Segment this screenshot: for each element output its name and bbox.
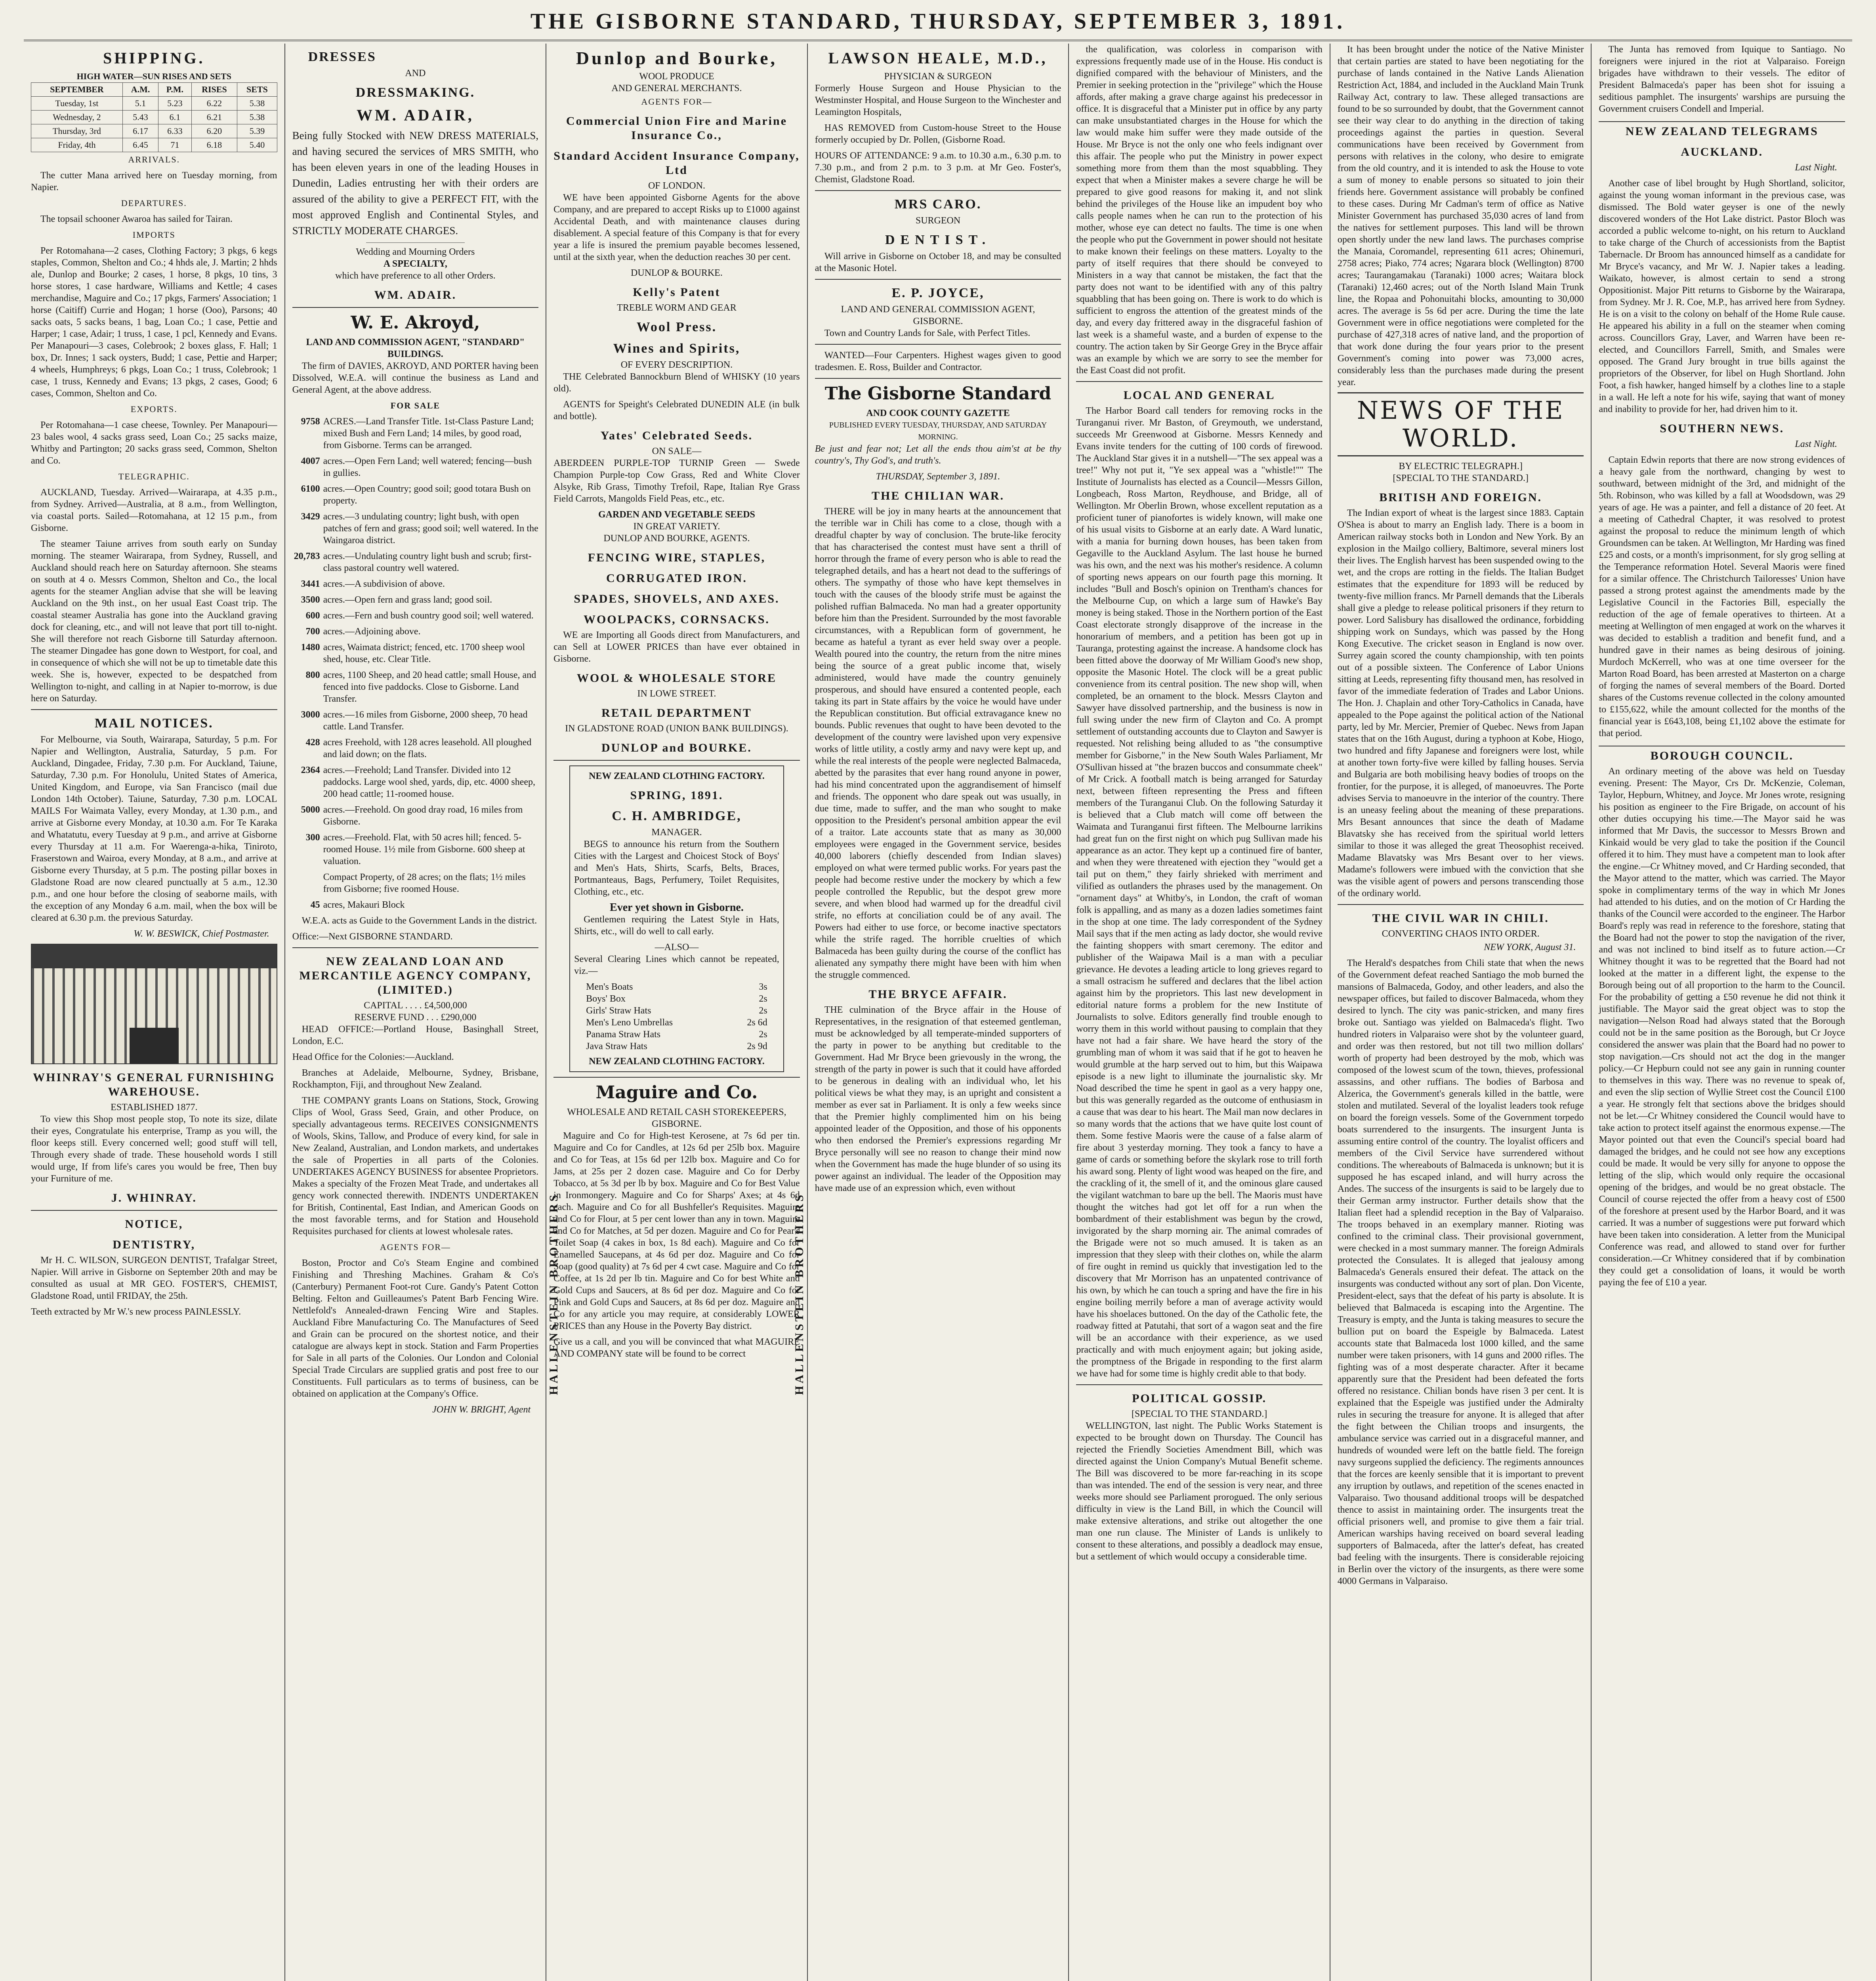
fencing-1: FENCING WIRE, STAPLES, bbox=[588, 551, 766, 564]
dunlop-agents-2: DUNLOP AND BOURKE, AGENTS. bbox=[603, 533, 750, 544]
land-lot bbox=[292, 832, 539, 867]
maguire-title: Maguire and Co. bbox=[595, 1082, 758, 1103]
lot-description: acres.—Open Country; good soil; good totara Bush on property. bbox=[323, 484, 531, 506]
lawson-title: LAWSON HEALE, M.D., bbox=[828, 49, 1048, 67]
civil-war-subtitle: CONVERTING CHAOS INTO ORDER. bbox=[1382, 929, 1540, 939]
dunlop-insurance-2: Standard Accident Insurance Company, Ltd bbox=[553, 149, 800, 177]
wines-subtitle: OF EVERY DESCRIPTION. bbox=[620, 360, 733, 370]
land-lot bbox=[292, 804, 539, 828]
local-general-text: The Harbor Board call tenders for removing rocks in the Turanganui river. Mr Baston, of Greymouth, we understand, succeeds Mr Greenwood at Gisborne. Messrs Kennedy and Evans invite tenders for the cutting of 100 cords of firewood. The Auckland Star gives it in a nutshell—"The sex appeal was a tree!" Why not put it, "Ye sex appeal was a "whistle!"" The Institute of Journalists has elected as a Council—Messrs Gillon, Longbeach, Ross Marton, Reydhouse, and Bridge, all of Wellington. Mr Oberlin Brown, whose excellent reputation as a proficient tuner of pianofortes is widely known, will make one of his usual visits to Gisborne at an early date. A Ward lunatic, with a mania for burning down houses, has been taken from Gegaville to the Auckland Asylum. The last house he burned was his own, and the next was his mother's residence. A column of sporting news appears on our fourth page this morning. It includes "Bull and Bosch's opinion on Trentham's chances for the Melbourne Cup, on which a large sum of Hawke's Bay money is being staked. Those in the Northern portion of the East Coast electorate strongly disapprove of the increase in the honorarium of members, and a petition has been got up in Tauranga, protesting against the increase. A handsome clock has been fitted above the doorway of Mr William Good's new shop, opposite the Masonic Hotel. The clock will be a great public convenience from its central position. The new shop will, when completed, be an ornament to the block. Messrs Clayton and Sawyer have dissolved partnership, and the business is now in full swing under the new firm of Clayton and Co. A prompt settlement of outstanding accounts due to Clayton and Sawyer is requested. Not relishing being alluded to as "the consumptive member for Gisborne," in the New South Wales Parliament, Mr O'Sullivan hissed at "the brazen buccos and consummate cheek" of Mr Crick. A football match is being arranged for Saturday next, between fifteen representing the Press and fifteen members of the Turanganui Club. On the following Saturday it is believed that a Club match will come off between the Waimata and Turanganui first fifteen. The Melbourne larrikins had great fun on the first night on which pug Sullivan made his appearance as an actor. They kept up a continued fire of banter, and when they were threatened with ejection they "would get a tail put on them," they fairly shrieked with merriment and vilified as outlanders the phrases used by the management. On "ornament days" at Whitby's, in London, the craft of woman folk is appalling, and as many as a dozen ladies sometimes faint in the shop at one time. The lady correspondent of the Sydney Mail says that if the men acting as lady doctor, she would revive the fainting shoppers with smart ceremony. The editor and publisher of the Waipawa Mail is a man with a peculiar grievance. He devotes a leading article to long grieves regard to a small ostracism he suffered and declares that the libel action against him by the proprietors. This last new development in editorial nature forms a problem for the new Institute of Journalists to solve. Editors generally find trouble enough to worry them in this world without pausing to complain that they have not had a fair share. We have heard the story of the grumbling man of whom it was said that if he got to heaven he would grumble at the harp served out to him, but this Waipawa episode is a new light to illuminate the journalistic sky. Mr Noad described the time he spent in gaol as a very happy one, but this was generally regarded as the outcome of enthusiasm in a cause that was dear to his heart. The Mail man now declares in so many words that the actions that we have quite lost count of them. Some festive Maoris were the cause of a false alarm of fire about 3 yesterday morning. They took a fancy to have a game of cards or something before the skylark rose to trill forth his award song. Plenty of light wood was heaped on the fire, and the crackling of it, the smell of it, and the ominous glare caused the vigilant watchman to bare up the bell. The Maoris must have thought the witches had got let off for a run when the bombardment of their establishment was begun by the crowd, invigorated by the sharp morning air. The animal comrades of the Brigade were not so much amused. It is taken as an impression that they sleep with their clothes on, while the alarm of fire ought in remind us quickly that investigation led to the discovery that Mr Morrison has an unpatented contrivance of his own, by which he can touch a spring and have the fire in his engine boiling merrily before a man of average activity would have his shoelaces buttoned. On the day of the Catholic fete, the roadway fitted at Patutahi, that sort of a wagon seat and the fire will be an accordance with their experience, as we used practically and with much enjoyment again; but joking aside, the promptness of the Brigade in responding to the first alarm we have had for some time is highly credit able to that body. bbox=[1076, 406, 1323, 1379]
lot-acres: 2364 bbox=[301, 765, 320, 775]
tide-header: SETS bbox=[237, 83, 277, 97]
loan-text: THE COMPANY grants Loans on Stations, Stock, Growing Clips of Wool, Grass Seed, Grain, and other Produce, on specially advantageous terms. RECEIVES CONSIGNMENTS of Wools, Skins, Tallow, and Produce of every kind, for sale in New Zealand, Australian, and London markets, and undertakes the sale of Properties in all parts of the Colonies. UNDERTAKES AGENCY BUSINESS for absentee Proprietors. Makes a specialty of the Frozen Meat Trade, and undertakes all gency work connected therewith. INDENTS UNDERTAKEN for British, Continental, East Indian, and American Goods on the most favorable terms, and for Station and Household Requisites purchased for clients at lowest wholesale rates. bbox=[292, 1095, 539, 1237]
land-lot bbox=[292, 641, 539, 665]
akroyd-office: Office:—Next GISBORNE STANDARD. bbox=[292, 931, 453, 942]
lot-acres: 600 bbox=[305, 611, 320, 621]
lot-description: acres.—Open fern and grass land; good soil. bbox=[323, 595, 492, 605]
fencing-4: WOOLPACKS, CORNSACKS. bbox=[583, 613, 770, 626]
column-2 bbox=[285, 44, 547, 1981]
price-value: 2s bbox=[759, 1029, 767, 1040]
land-lot bbox=[292, 764, 539, 800]
warehouse-illustration bbox=[31, 944, 277, 1064]
lot-acres: 428 bbox=[305, 737, 320, 748]
land-lot bbox=[292, 594, 539, 606]
akroyd-guide: W.E.A. acts as Guide to the Government Lands in the district. bbox=[302, 916, 537, 926]
imports-title: IMPORTS bbox=[132, 230, 176, 240]
arrivals-text: The cutter Mana arrived here on Tuesday morning, from Napier. bbox=[31, 170, 277, 193]
adair-signature: WM. ADAIR. bbox=[374, 288, 457, 302]
column-3 bbox=[546, 44, 808, 1981]
tide-cell: Thursday, 3rd bbox=[31, 124, 123, 138]
lot-description: acres.—3 undulating country; light bush, with open patches of fern and grass; good soil; well watered. In the Waingaroa district. bbox=[323, 511, 538, 546]
ambridge-role: MANAGER. bbox=[651, 827, 702, 838]
caro-dentist: DENTIST. bbox=[885, 233, 991, 247]
standard-subtitle: AND COOK COUNTY GAZETTE bbox=[866, 408, 1010, 418]
price-row bbox=[574, 1005, 779, 1017]
yates-on-sale: ON SALE— bbox=[652, 446, 702, 456]
tide-header: RISES bbox=[191, 83, 237, 97]
dresses-heading: DRESSES bbox=[308, 50, 376, 64]
divider bbox=[553, 1077, 800, 1078]
mail-text: For Melbourne, via South, Wairarapa, Saturday, 5 p.m. For Napier and Wellington, Australia, Saturday, 5 p.m. For Auckland, Dingadee, Friday, 7.30 p.m. For Auckland, Taiune, Saturday, 7.30 p.m. For Honolulu, United States of America, United Kingdom, and Europe, via San Francisco (mail due London 14th October). Taiune, Saturday, 7.30 p.m. LOCAL MAILS For Waimata Valley, every Monday, at 1.30 p.m., and arrive at Gisborne every Monday, at 10.30 a.m. For Te Karaka and Whatatutu, every Tuesday at 9 p.m., and arrive at Gisborne every Thursday at 11 a.m. For Waerenga-a-hika, Tiniroto, Fraserstown and Wairoa, every Monday, at 8 a.m., and arrive at Gisborne every Thursday, at 5 p.m. The posting pillar boxes in Gladstone Road are now cleared punctually at 5 a.m., 12.30 p.m., and one hour before the closing of seaborne mails, with the exception of any Monday 6 a.m. mail, when the box will be cleared at 6.30 p.m. the previous Saturday. bbox=[31, 735, 277, 923]
auckland-title: AUCKLAND. bbox=[1681, 145, 1763, 158]
divider bbox=[815, 190, 1061, 191]
tide-cell: Friday, 4th bbox=[31, 138, 123, 152]
news-subtitle-1: BY ELECTRIC TELEGRAPH.] bbox=[1399, 461, 1523, 471]
price-row bbox=[574, 1017, 779, 1029]
side-banner-right: HALLENSTEIN BROTHERS bbox=[792, 1193, 806, 1395]
lot-acres: 4007 bbox=[301, 456, 320, 466]
dunlop-signature-2: DUNLOP and BOURKE. bbox=[601, 741, 752, 754]
divider bbox=[31, 1210, 277, 1211]
dunlop-insurance-1: Commercial Union Fire and Marine Insurance Co., bbox=[566, 115, 788, 142]
political-gossip-title: POLITICAL GOSSIP. bbox=[1132, 1392, 1267, 1405]
adair-name: WM. ADAIR, bbox=[357, 106, 474, 124]
lot-description: acres.—Freehold. On good dray road, 16 miles from Gisborne. bbox=[323, 805, 523, 827]
lawson-hours: HOURS OF ATTENDANCE: 9 a.m. to 10.30 a.m., 6.30 p.m. to 7.30 p.m., and from 2 p.m. to 3 p.m. at Mr Geo. Foster's, Chemist, Gladstone Road. bbox=[815, 151, 1061, 185]
adair-text: Being fully Stocked with NEW DRESS MATERIALS, and having secured the services of MRS SMITH, who has been eleven years in one of the leading Houses in Dunedin, Ladies entrusting her with their orders are assured of the ability to give a PERFECT FIT, with the most approved English and Continental Styles, and STRICTLY MODERATE CHARGES. bbox=[292, 130, 539, 237]
whinray-title: WHINRAY'S GENERAL FURNISHING WAREHOUSE. bbox=[33, 1071, 275, 1098]
price-row bbox=[574, 981, 779, 993]
warehouse-door bbox=[130, 1028, 179, 1063]
yates-text: ABERDEEN PURPLE-TOP TURNIP Green — Swede Champion Purple-top Cow Grass, Red and White Clover Alsyke, Rib Grass, Timothy Trefoil, Rape, Italian Rye Grass Field Carrots, Mangolds Field Peas, etc., etc. bbox=[553, 458, 800, 504]
tide-cell: 6.18 bbox=[191, 138, 237, 152]
loan-reserve: RESERVE FUND . . . £290,000 bbox=[354, 1012, 477, 1023]
bryce-continued: the qualification, was colorless in comparison with expressions frequently made use of in the House. His conduct is dignified compared with the behaviour of Ministers, and the Premier in seeking protection in the "privilege" which the House affords, after making a grave charge against his predecessor in office. It is disgraceful that a Minister put in office by any party can make unsubstantiated charges in the House for which the law would make him suffer were they made outside of the House. Mr Bryce is not the only one who feels indignant over this affair. The people who put the Ministry in power expect something more from them than the most squabbling. They expect that when a Minister makes a severe charge he will be prepared to give good reasons for making it, and not slink behind the privileges of the House like an impudent boy who calls people names when he can run to the protection of his mother, whose eye can detect no faults. The time is one when the people who put the Government in power should not hesitate to make known their feelings on these matters. Loyalty to the party of itself requires that there should be conveyed to Ministers in a way that cannot be mistaken, the fact that the party does not want to be identified with any of this paltry squabbling that has been going on. There is work to do which is sufficient to engross the attention of the greatest minds of the day, and every day frittered away in the disgraceful fashion of last week is a shameful waste, and a burden of expense to the country. The action taken by Sir George Grey in the Bryce affair was an example by which we are sorry to see the member for the East Coast did not profit. bbox=[1076, 44, 1323, 376]
column-6 bbox=[1330, 44, 1592, 1981]
tide-cell: 5.38 bbox=[237, 111, 277, 124]
local-general-title: LOCAL AND GENERAL bbox=[1123, 389, 1275, 402]
wool-store-title: WOOL & WHOLESALE STORE bbox=[576, 672, 777, 685]
divider bbox=[1338, 904, 1584, 905]
lot-acres: 45 bbox=[310, 900, 320, 910]
tide-table bbox=[31, 82, 277, 152]
price-value: 2s bbox=[759, 994, 767, 1004]
political-gossip-text: WELLINGTON, last night. The Public Works Statement is expected to be brought down on Thursday. The Council has rejected the Friendly Societies Amendment Bill, which was directed against the Union Company's Mutual Benefit scheme. The Bill was discovered to be more far-reaching in its scope than was intended. The end of the session is very near, and three weeks more should see Parliament prorogued. The only serious difficulty in view is the Land Bill, in which the Council will make extensive alterations, and strike out altogether the one man one run clause. The Minister of Lands is unlikely to consent to these alterations, and possibly a deadlock may ensue, but a settlement of which would occupy a considerable time. bbox=[1076, 1421, 1323, 1562]
lot-description: acres.—A subdivision of above. bbox=[323, 579, 445, 589]
caro-title: MRS CARO. bbox=[894, 197, 982, 212]
garden-title: GARDEN AND VEGETABLE SEEDS bbox=[598, 510, 755, 520]
tide-row bbox=[31, 111, 277, 124]
british-foreign-text: The Indian export of wheat is the largest since 1883. Captain O'Shea is about to marry an English lady. There is a boom in American railway stocks both in London and New York. By an explosion in the Mailgo colliery, Baltimore, several miners lost their lives. The English harvest has been suspended owing to the wet, and the crops are rotting in the fields. The Italian Budget estimates that the expenditure for 1893 will be reduced by twenty-five million francs. Mr Parnell demands that the Liberals shall give a pledge to release political prisoners if they return to power. Lord Salisbury has disallowed the ordinance, forbidding shipping work on Sundays, which was passed by the Hong Kong Executive. The cricket season in England is now over. Surrey again scored the county championship, with ten points out of a possible sixteen. The Conference of Labor Unions sitting at Leeds, representing fifty thousand men, has resolved in favor of the immediate federation of Trades and Labor Unions. The Hon. J. Chaplain and other Tory-Catholics in Canada, have appealed to the Pope against the political action of the National party, led by Mr. Mercier, Premier of Quebec. News from Japan states that on the 16th August, during a typhoon at Kobe, Hiogo, two hundred and fifty Japanese and foreigners were lost, while at another town forty-five were killed by falling houses. Servia and Bulgaria are both mobilising heavy bodies of troops on the frontier, for the purpose, it is alleged, of manoeuvres. The Porte advises Servia to manoeuvre in the interior of the country. There is an uneasy feeling about the meaning of these preparations. Mrs Besant announces that since the death of Madame Blavatsky she has received from the spiritual world letters similar to those it was alleged the great Theosophist received. Madame Blavatsky was Mrs Besant over to her views. Madame's followers were imbued with the conviction that she was the visible agent of powers and persons transcending those of the ordinary world. bbox=[1337, 508, 1584, 899]
newspaper-columns bbox=[24, 44, 1852, 1981]
kelly-title: Kelly's Patent bbox=[633, 286, 721, 299]
lot-acres: 700 bbox=[305, 626, 320, 637]
divider bbox=[31, 709, 277, 710]
akroyd-subtitle: LAND AND COMMISSION AGENT, "STANDARD" BUILDINGS. bbox=[306, 337, 525, 359]
lawson-subtitle: PHYSICIAN & SURGEON bbox=[884, 71, 992, 82]
lot-acres: 3429 bbox=[301, 511, 320, 522]
lawson-text: Formerly House Surgeon and House Physician to the Westminster Hospital, and House Surgeon to the Winchester and Leamington Hospitals, bbox=[815, 83, 1061, 117]
also-label: —ALSO— bbox=[655, 942, 699, 952]
lot-acres: 6100 bbox=[301, 484, 320, 494]
joyce-subtitle: LAND AND GENERAL COMMISSION AGENT, bbox=[841, 304, 1035, 315]
tide-row bbox=[31, 97, 277, 111]
junta-text: The Junta has removed from Iquique to Santiago. No foreigners were injured in the riot at Valparaiso. Foreign brigades have withdrawn to their vessels. The editor of President Balmaceda's paper has been shot for issuing a seditious pamphlet. The insurgents' warships are pursuing the Government cruisers Condell and Imperial. bbox=[1599, 44, 1845, 114]
warehouse-roof bbox=[32, 945, 277, 968]
price-row bbox=[574, 1029, 779, 1040]
telegraphic-text: AUCKLAND, Tuesday. Arrived—Wairarapa, at 4.35 p.m., from Sydney. Arrived—Australia, at 8 a.m., from Wellington, via coastal ports. Sailed—Rotomahana, at 12 15 p.m., from Gisborne. bbox=[31, 487, 277, 533]
auckland-text: Another case of libel brought by Hugh Shortland, solicitor, against the young woman informant in the previous case, was dismissed. The Bold water geyser is one of the newly discovered wonders of the Hot Lake district. Pastor Bloch was accorded a public welcome to-night, on his return to Auckland to take charge of the Church of accessionists from the Baptist Tabernacle. Dr Broom has announced himself as a candidate for Mr Bryce's vacancy, and Mr W. J. Napier takes a leading. Waikato, however, is almost certain to send a strong Oppositionist. Major Pitt returns to Gisborne by the Wairarapa, from Sydney. Mr J. R. Coe, M.P., has arrived here from Sydney. He is on a visit to the colony on behalf of the Home Rule cause. He appeared his ability in a full on the steamer when coming across. Councillors Gray, Laver, and Warren have been re-elected, and Councillors Farrell, Smith, and Smales were opposed. The Grand Jury brought in true bills against the proprietors of the Observer, for libel on Hugh Shortland. John Foot, a fish hawker, hanged himself by a clothes line to a staple in a wall. He left a note for his wife, saying that want of money and inability to provide for her, had driven him to it. bbox=[1599, 178, 1845, 414]
blend-text: THE Celebrated Bannockburn Blend of WHISKY (10 years old). bbox=[553, 372, 800, 394]
lot-acres: 300 bbox=[305, 832, 320, 843]
divider bbox=[292, 947, 539, 948]
wanted-text: WANTED—Four Carpenters. Highest wages given to good tradesmen. E. Ross, Builder and Contractor. bbox=[815, 350, 1061, 372]
ambridge-invite: Gentlemen requiring the Latest Style in Hats, Shirts, etc., will do well to call early. bbox=[574, 914, 779, 937]
price-item: Boys' Box bbox=[586, 994, 626, 1004]
tide-header: SEPTEMBER bbox=[31, 83, 123, 97]
loan-signature: JOHN W. BRIGHT, Agent bbox=[432, 1405, 531, 1415]
departures-text: The topsail schooner Awaroa has sailed for Tairan. bbox=[40, 214, 233, 224]
borough-council-title: BOROUGH COUNCIL. bbox=[1599, 746, 1845, 763]
price-item: Panama Straw Hats bbox=[586, 1029, 661, 1040]
tide-cell: 5.23 bbox=[158, 97, 191, 111]
arrivals-title: ARRIVALS. bbox=[128, 155, 180, 164]
adair-wedding: Wedding and Mourning Orders bbox=[356, 247, 475, 257]
exports-title: EXPORTS. bbox=[130, 404, 177, 414]
fencing-3: SPADES, SHOVELS, AND AXES. bbox=[574, 592, 780, 605]
lot-description: acres.—Undulating country light bush and scrub; first-class pastoral country well watered. bbox=[323, 551, 532, 573]
loan-branches: Branches at Adelaide, Melbourne, Sydney, Brisbane, Rockhampton, Fiji, and throughout New Zealand. bbox=[292, 1068, 539, 1090]
tide-cell: 6.33 bbox=[158, 124, 191, 138]
southern-news-dateline: Last Night. bbox=[1795, 439, 1838, 449]
dunlop-text: WE have been appointed Gisborne Agents for the above Company, and are prepared to accept Risks up to £1000 against Accidental Death, and with maintenance clauses during disablement. A special feature of this Company is that for every year a life is insured the premium payable becomes lessened, until at the sixth year, when the deduction reaches 30 per cent. bbox=[553, 193, 800, 262]
divider bbox=[292, 307, 539, 308]
dentistry-footer: Teeth extracted by Mr W.'s new process PAINLESSLY. bbox=[31, 1307, 241, 1317]
lot-description: acres.—Adjoining above. bbox=[323, 626, 421, 637]
chilian-war-text: THERE will be joy in many hearts at the announcement that the terrible war in Chili has come to a close, though with a dreadful chapter by way of conclusion. The brute-like ferocity that has characterised the contest must have sent a thrill of horror through the frame of every person who is able to read the telegraphed details, and has a heart not dead to the sufferings of others. The sympathy of those who have kept themselves in touch with the causes of the bloody strife must be against the polished ruffian Balmaceda. No man had a greater opportunity before him than the President. Surrounded by the most favorable circumstances, with a Republican form of government, he became as hateful a tyrant as ever held sway over a people. Wealth poured into the country, the return from the nitre mines being the source of a great public income that, wisely administered, would have made the country genuinely prosperous, and should have ensured a contented people, each taking its part in State affairs by the voice he would have under the Republican constitution. But official extravagance knew no bounds. Public revenues that ought to have been devoted to the development of the country were lavished upon very expensive works of little utility, a costly army and navy were kept up, and while the real interests of the people were neglected Balmaceda, abetted by the parasites that ever hang round anyone in power, had his mind concentrated upon the aggrandisement of himself and friends. The opponent who dare speak out was usually, in due time, made to suffer, and the man who sought to make opposition to the President's personal ambition appear the evil of a traitor. Late accounts state that as many as 30,000 employees were engaged in the Government service, besides 40,000 laborers (chiefly descended from Indian slaves) employed on what were termed public works. For years past the people had become restive under the mockery by which a few people controlled the Republic, but the despot grew more severe, and when blood had warmed up for the dreadful civil strife, no efforts at conciliation could be of any avail. The Powers had either to use force, or become inactive spectators while the strife raged. The horrible cruelties of which Balmaceda has been guilty during the course of the conflict has alienated any sympathy there might have been with him when the struggle commenced. bbox=[815, 506, 1061, 980]
lot-description: acres.—16 miles from Gisborne, 2000 sheep, 70 head cattle. Land Transfer. bbox=[323, 710, 528, 732]
dresses-and: AND bbox=[405, 68, 426, 78]
lot-description: acres, 1100 Sheep, and 20 head cattle; small House, and fenced into five paddocks. Close to Gisborne. Land Transfer. bbox=[323, 670, 536, 704]
land-lot bbox=[292, 709, 539, 733]
column-7 bbox=[1592, 44, 1852, 1981]
lot-acres: 9758 bbox=[301, 416, 320, 427]
tide-cell: 71 bbox=[158, 138, 191, 152]
lot-acres: 3500 bbox=[301, 595, 320, 605]
dentistry-text: Mr H. C. WILSON, SURGEON DENTIST, Trafalgar Street, Napier. Will arrive in Gisborne on September 20th and may be consulted as usual at MR GEO. FOSTER'S, CHEMIST, Gladstone Road, until FRIDAY, the 25th. bbox=[31, 1255, 277, 1301]
akroyd-title: W. E. Akroyd, bbox=[351, 313, 480, 333]
maguire-place: GISBORNE. bbox=[651, 1119, 702, 1129]
lot-acres: 3441 bbox=[301, 579, 320, 589]
import-text: WE are Importing all Goods direct from Manufacturers, and can Sell at LOWER PRICES than have ever obtained in Gisborne. bbox=[553, 630, 800, 664]
political-gossip-subtitle: [SPECIAL TO THE STANDARD.] bbox=[1131, 1409, 1267, 1419]
bryce-affair-title: THE BRYCE AFFAIR. bbox=[868, 988, 1008, 1001]
maguire-text: Maguire and Co for High-test Kerosene, at 7s 6d per tin. Maguire and Co for Candles, at 12s 6d per 25lb box. Maguire and Co for Teas, at 15s 6d per 12lb box. Maguire and Co for Jams, at 25s per 2 dozen case. Maguire and Co for Derby Tobacco, at 5s 3d per lb by box. Maguire and Co for Best Value in Ironmongery. Maguire and Co for Sharps' Axes; at 4s 6d each. Maguire and Co for all Bushfeller's Requisites. Maguire and Co for Flour, at 5 per cent lower than any in town. Maguire and Co for Matches, at 5d per dozen. Maguire and Co for Pear's Toilet Soap (4 cakes in box, 1s 8d each). Maguire and Co for Enamelled Saucepans, at 4s 6d per doz. Maguire and Co for Soap (good quality) at 7s 6d per 4 cwt case. Maguire and Co for Coffee, at 1s 2d per lb tin. Maguire and Co for best White and Gold Cups and Saucers, at 8s 6d per doz. Maguire and Co for Pink and Gold Cups and Saucers, at 8s 6d per doz. Maguire and Co for any article you may require, at considerably LOWER PRICES than any House in the Poverty Bay district. bbox=[553, 1131, 800, 1331]
tide-cell: 5.38 bbox=[237, 97, 277, 111]
lot-description: acres, Waimata district; fenced, etc. 1700 sheep wool shed, house, etc. Clear Title. bbox=[323, 642, 525, 664]
lot-description: acres, Makauri Block bbox=[323, 900, 405, 910]
ambridge-name: C. H. AMBRIDGE, bbox=[612, 809, 742, 823]
loan-title: NEW ZEALAND LOAN AND MERCANTILE AGENCY COMPANY, (LIMITED.) bbox=[299, 955, 532, 996]
divider bbox=[815, 344, 1061, 345]
tide-cell: Tuesday, 1st bbox=[31, 97, 123, 111]
british-foreign-title: BRITISH AND FOREIGN. bbox=[1379, 491, 1542, 504]
column-1 bbox=[24, 44, 285, 1981]
shipping-notes: The steamer Taiune arrives from south early on Sunday morning. The steamer Wairarapa, from Sydney, Russell, and Auckland should reach here on Saturday afternoon. She steams on south at 4 o. Messrs Common, Shelton and Co., the local agents for the steamer Anglian advise that she will be leaving Auckland on the 9th inst., on her usual East Coast trip. The coastal steamer Australia has gone into the Auckland graving dock for cleaning, etc., and will not leave that port till to-night. She will therefore not reach Gisborne till Saturday afternoon. The steamer Dingadee has gone down to Westport, for coal, and in consequence of which she will not be up to timetable date this week. She is, however, expected to be despatched from Wellington to-night, and calling in at Napier to-morrow, is due here on Saturday. bbox=[31, 539, 277, 704]
adair-preference: which have preference to all other Orders. bbox=[335, 271, 496, 281]
caro-text: Will arrive in Gisborne on October 18, and may be consulted at the Masonic Hotel. bbox=[815, 251, 1061, 273]
lawson-removed: HAS REMOVED from Custom-house Street to the House formerly occupied by Dr. Pollen, (Gisborne Road. bbox=[815, 123, 1061, 145]
price-value: 2s 6d bbox=[747, 1017, 767, 1028]
loan-head-office: HEAD OFFICE:—Portland House, Basinghall Street, London, E.C. bbox=[292, 1024, 539, 1046]
tide-header: A.M. bbox=[122, 83, 158, 97]
wines-title: Wines and Spirits, bbox=[613, 341, 740, 356]
tide-cell: 5.43 bbox=[122, 111, 158, 124]
chilian-war-title: THE CHILIAN WAR. bbox=[872, 489, 1005, 502]
garden-subtitle: IN GREAT VARIETY. bbox=[633, 521, 720, 532]
lot-description: Compact Property, of 28 acres; on the flats; 1½ miles from Gisborne; five roomed House. bbox=[323, 872, 526, 894]
land-lot bbox=[292, 899, 539, 911]
dressmaking-heading: DRESSMAKING. bbox=[355, 85, 475, 100]
masthead: THE GISBORNE STANDARD, THURSDAY, SEPTEMBER 3, 1891. bbox=[24, 6, 1852, 41]
lot-description: acres.—Fern and bush country good soil; well watered. bbox=[323, 611, 534, 621]
dunlop-title: Dunlop and Bourke, bbox=[576, 48, 777, 68]
standard-motto: Be just and fear not; Let all the ends thou aim'st at be thy country's, Thy God's, and truth's. bbox=[815, 444, 1061, 466]
tide-cell: 6.45 bbox=[122, 138, 158, 152]
lot-acres: 3000 bbox=[301, 710, 320, 720]
price-value: 3s bbox=[759, 982, 767, 992]
ambridge-text: BEGS to announce his return from the Southern Cities with the Largest and Choicest Stock of Boys' and Men's Hats, Shirts, Scarfs, Belts, Braces, Portmanteaus, Bags, Perfumery, Toilet Requisites, Clothing, etc., etc. bbox=[574, 839, 779, 897]
southern-news-title: SOUTHERN NEWS. bbox=[1660, 422, 1784, 435]
exports-text: Per Rotomahana—1 case cheese, Townley. Per Manapouri—23 bales wool, 4 sacks grass seed, Loan Co.; 25 sacks maize, Whitby and Partington; 20 sacks grass seed, Common, Shelton and Co. bbox=[31, 420, 277, 466]
lot-acres: 5000 bbox=[301, 805, 320, 815]
dentistry-title: DENTISTRY, bbox=[113, 1238, 196, 1251]
civil-war-title: THE CIVIL WAR IN CHILI. bbox=[1372, 912, 1549, 925]
news-subtitle-2: [SPECIAL TO THE STANDARD.] bbox=[1393, 473, 1529, 483]
clearing-text: Several Clearing Lines which cannot be repeated, viz.— bbox=[574, 954, 779, 976]
divider bbox=[1076, 381, 1323, 382]
standard-title: The Gisborne Standard bbox=[824, 384, 1052, 404]
tide-cell: 6.22 bbox=[191, 97, 237, 111]
land-lot bbox=[292, 578, 539, 590]
tide-cell: 6.17 bbox=[122, 124, 158, 138]
auckland-dateline: Last Night. bbox=[1795, 162, 1838, 173]
akroyd-text: The firm of DAVIES, AKROYD, AND PORTER having been Dissolved, W.E.A. will continue the business as Land and General Agent, at the above address. bbox=[292, 361, 539, 395]
clothing-factory-ad bbox=[569, 765, 784, 1072]
column-4 bbox=[808, 44, 1069, 1981]
shipping-title: SHIPPING. bbox=[103, 49, 205, 67]
lot-acres: 800 bbox=[305, 670, 320, 680]
dunlop-subtitle-1: WOOL PRODUCE bbox=[639, 71, 714, 82]
tide-cell: 6.1 bbox=[158, 111, 191, 124]
lot-description: acres.—Freehold. Flat, with 50 acres hill; fenced. 5-roomed House. 1½ mile from Gisborne. 600 sheep at valuation. bbox=[323, 832, 525, 866]
tide-cell: 5.1 bbox=[122, 97, 158, 111]
clothing-factory-heading: NEW ZEALAND CLOTHING FACTORY. bbox=[589, 771, 765, 781]
for-sale-heading: FOR SALE bbox=[390, 401, 441, 410]
telegraphic-title: TELEGRAPHIC. bbox=[118, 471, 190, 481]
land-lot bbox=[292, 871, 539, 895]
tide-row bbox=[31, 124, 277, 138]
dunlop-agents: AGENTS FOR— bbox=[641, 97, 712, 107]
land-lot bbox=[292, 737, 539, 760]
joyce-place: GISBORNE. bbox=[913, 316, 963, 326]
side-banner-left: HALLENSTEIN BROTHERS bbox=[547, 1193, 561, 1395]
mail-signature: W. W. BESWICK, Chief Postmaster. bbox=[134, 929, 269, 939]
maguire-footer: Give us a call, and you will be convinced that what MAGUIRE AND COMPANY state will be found to be correct bbox=[553, 1337, 800, 1359]
southern-news-text: Captain Edwin reports that there are now strong evidences of a heavy gale from the northward, changing by west to southward, between midnight of the 3rd, and midnight of the 5th. Robinson, who was killed by a fall at Woodsdown, was 29 years of age. He was a painter, and fell a distance of 20 feet. At a meeting of Cathedral Chapter, it was resolved to protest against the proposal to reduce the minimum length of which Groundsmen can be taken. At Wellington, Mr Harding was fined £25 and costs, or a month's imprisonment, for sly grog selling at the Temperance reformation Hotel. Several Maoris were fined for a similar offence. The Christchurch Tailoresses' Union have passed a strong protest against the amendments made by the Legislative Council in the Factories Bill, especially the reduction of the age of female operatives to thirteen. At a meeting at Wellington of men engaged at work on the wharves it was decided to establish a tradition and benefit fund, and a hundred gave in their names as being desirous of joining. Murdoch McKerrell, who was at one time overseer for the Marton Road Board, has been arrested at Masterton on a charge of forging the names of several members of the Board. Dorted shares of the Customs revenue collected in the colony amounted to £155,622, while the amount collected for the months of the financial year is £643,108, being £1,102 above the estimate for that period. bbox=[1599, 455, 1845, 739]
loan-agents-text: Boston, Proctor and Co's Steam Engine and combined Finishing and Threshing Machines. Graham & Co's (Canterbury) Permanent Foot-rot Cure. Gandy's Patent Cotton Belting. Felton and Guilleaumes's Patent Barb Fencing Wire. Nettlefold's Annealed-drawn Fencing Wire and Staples. Auckland Fibre Manufacturing Co. The Manufactures of Seed and Grain can be procured on the shortest notice, and their catalogue are always kept in stock. Station and Farm Properties for Sale in all parts of the Colonies. Our London and Colonial Special Trade Circulars are supplied gratis and post free to our Constituents. Full particulars as to terms of business, can be obtained on application at the Company's Office. bbox=[292, 1258, 539, 1399]
news-of-the-world-title: NEWS OF THE WORLD. bbox=[1338, 392, 1584, 456]
price-row bbox=[574, 1040, 779, 1052]
dunlop-signature: DUNLOP & BOURKE. bbox=[631, 268, 723, 278]
land-lot bbox=[292, 669, 539, 705]
price-item: Men's Boats bbox=[586, 982, 633, 992]
maguire-subtitle: WHOLESALE AND RETAIL CASH STOREKEEPERS, bbox=[567, 1107, 786, 1117]
civil-war-text: The Herald's despatches from Chili state that when the news of the Government defeat reached Santiago the mob burned the mansions of Balmaceda, Godoy, and other leaders, and also the newspaper offices, but failed to discover Balmaceda, whom they desired to lynch. The city was panic-stricken, and many fires broke out. Santiago was yielded on Balmaceda's flight. Two hundred rioters in Valparaiso were shot by the volunteer guard, and order was then restored, but not till two million dollars' worth of property had been destroyed by the mob, which was composed of the lowest scum of the town, thieves, professional assassins, and other ruffians. The bodies of Barbosa and Alzerica, the Government's generals killed in the battle, were stolen and mutilated. Several of the loyalist leaders took refuge on board the foreign vessels. Some of the Government torpedo boats surrendered to the insurgents. The insurgent Junta is assuming entire control of the country. The loyalist officers and members of the Civil Service have surrendered without conditions. The whereabouts of Balmaceda is unknown; but it is supposed he has escaped inland, and will hurry across the Andes. The success of the insurgents is said to be largely due to their German army instructor. Further details show that the Italian fleet had a splendid reception in the Bay of Valparaiso. The troops behaved in an exemplary manner. Rioting was confined to the criminal class. Their provisional government, were checked in a most summary manner. The foreign Admirals protected the Consulates. It is alleged that jealousy among Balmaceda's Generals ensured their defeat. The attack on the insurgents was conducted without any sort of plan. Don Vicente, President-elect, says that the defeat of his party is absolute. It is believed that Balmaceda is escaping into the Argentine. The Treasury is empty, and the Junta is taking measures to secure the bullion put on board the Espeigle by Balmaceda. Latest accounts state that Balmaceda lost 1000 killed, and the same number were taken prisoners, with 14 guns and 2000 rifles. The fighting was of a most desperate character. After it became apparently sure that the President had been defeated the forts offered no resistance. Chilian bonds have risen 3 per cent. It is explained that the Espeigle was justified under the Admiralty rules in securing the treasure for anyone. It is alleged that after the fight between the Chilian troops and insurgents, the ambulance service was carried out in a disgraceful manner, and hundreds of wounded were left on the battle field. The foreign navy surgeons supplied the deficiency. The regiments announces that the forces are keenly sensible that it is important to prevent any irruption by outlaws, and repetition of the scenes enacted in Valparaiso. Two thousand additional troops will be despatched thence to assist in maintaining order. The insurgents treat the official prisoners well, and promise to give them a fair trial. American warships having received on board several leading supporters of Balmaceda, after the latter's defeat, has created bad feeling with the insurgents. There is considerable rejoicing in Berlin over the victory of the insurgents, as there were some 4000 Germans in Valparaiso. bbox=[1337, 958, 1584, 1586]
land-lot bbox=[292, 511, 539, 546]
land-lot bbox=[292, 626, 539, 637]
divider bbox=[366, 242, 465, 243]
speight-text: AGENTS for Speight's Celebrated DUNEDIN ALE (in bulk and bottle). bbox=[553, 399, 800, 422]
borough-council-text: An ordinary meeting of the above was held on Tuesday evening. Present: The Mayor, Crs Dr. McKenzie, Coleman, Taylor, Hepburn, Whitney, and Joyce. Mr Jones wrote, resigning his position as engineer to the Fire Brigade, on account of his other duties occupying his time.—The Mayor said he was informed that Mr Davis, the successor to Messrs Brown and Kinkaid would be very glad to take the position if the Council offered it to him. They must have a competent man to look after the engine.—Cr Whitney moved, and Cr Harding seconded, that the Mayor attend to the matter, which was carried. The Mayor spoke in complimentary terms of the way in which Mr Jones had attended to his duties, and on the motion of Cr Harding the thanks of the Council were accorded to the engineer. The Harbor Board's reply was read in reference to the foreshore, stating that the Board had not the power to stop the navigation of the river, and was not inclined to bind itself as to future action.—Cr Whitney thought it was to be regretted that the Board had not looked at the matter in a different light, the expense to the Borough being out of all proportion to the harm to the Council. For the probability of getting a £50 revenue he did not think it justifiable. The Mayor said the great object was to stop the navigation—Nelson Road had always stated that the Borough could not be in the same position as the Borough, but Cr Joyce considered the answer was plain that the Board had no power to stop navigation.—Crs should not act the dog in the manger policy.—Cr Hepburn could not see any gain in running counter to themselves in this way. There was no revenue to speak of, and even the slip section of Wyllie Street cost the Council £100 a year. He strongly felt that sections above the bridges should not be let.—Cr Whitney considered the Council would have to take action to protect itself against the enormous expense.—The Mayor pointed out that even the Council's special board had damaged the bridges, and he could not see how any exceptions could be made. It would be very silly for anyone to oppose the letting of the slip, which would only require the occasional opening of the bridges, and would be no great obstacle. The Council of course rejected the offer from a heavy cost of £500 of the foreshore at present used by the Harbor Board, and it was carried. It was a number of suggestions were put forward which have been taken into consideration. A letter from the Municipal Conference was read, and allowed to stand over for further consideration.—Cr Whitney considered that if by combination they could get a consolidation of loans, it would be worth paying the fee of £10 a year. bbox=[1599, 766, 1845, 1288]
whinray-established: ESTABLISHED 1877. bbox=[111, 1102, 198, 1113]
whinray-signature: J. WHINRAY. bbox=[111, 1191, 197, 1204]
divider bbox=[815, 279, 1061, 280]
departures-title: DEPARTURES. bbox=[121, 198, 187, 208]
price-row bbox=[574, 993, 779, 1005]
lot-description: acres.—Freehold; Land Transfer. Divided into 12 paddocks. Large wool shed, yards, dip, etc. 4000 sheep, 200 head cattle; 11-roomed house. bbox=[323, 765, 536, 799]
notice-title: NOTICE, bbox=[125, 1218, 183, 1231]
price-item: Java Straw Hats bbox=[586, 1041, 647, 1052]
tide-cell: 6.21 bbox=[191, 111, 237, 124]
tide-cell: 5.40 bbox=[237, 138, 277, 152]
native-lands-text: It has been brought under the notice of the Native Minister that certain parties are stated to have been negotiating for the purchase of lands contained in the Native Lands Alienation Restriction Act, 1884, and included in the Auckland Main Trunk Railway Act, contrary to law. These alleged transactions are found to be so surrounded by doubt, that the Government cannot see their way clear to do anything in the direction of taking proceedings against the parties in question. Several communications have been received by Government from persons with relatives in the colony, who desire to emigrate from the old country, and it is intended to ask the House to vote a sum of money to enable persons so situated to join their friends here. Government assistance will probably be confined to these cases. During Mr Cadman's term of office as Native Minister Government has purchased 35,030 acres of land from the natives for settlement purposes. This land will be thrown open shortly under the new land laws. The purchases comprise the Manaia, Coromandel, representing 611 acres; Ohinemuri, 2758 acres; Piako, 774 acres; Ngarara block (Wellington) 8700 acres; Taurangamakau (Taranaki) 1000 acres; Waitara block (Taranaki) 12,460 acres; out of the North Island Main Trunk line, the Ropaa and Pohonuitahi blocks, amounting to 30,000 acres. The average is 5s 6d per acre. During the time the late Government were in office negotiations were completed for the purchase of 427,318 acres of native land, and the proportion of that work done during the four years prior to the present Government's coming into power was 73,000 acres, considerably less than the purchases made during the present year. bbox=[1337, 44, 1584, 387]
kelly-subtitle: TREBLE WORM AND GEAR bbox=[617, 303, 737, 313]
lot-acres: 1480 bbox=[301, 642, 320, 653]
civil-war-dateline: NEW YORK, August 31. bbox=[1484, 942, 1576, 952]
loan-colonies: Head Office for the Colonies:—Auckland. bbox=[292, 1052, 454, 1062]
joyce-title: E. P. JOYCE, bbox=[891, 286, 985, 300]
retail-title: RETAIL DEPARTMENT bbox=[601, 706, 752, 719]
yates-title: Yates' Celebrated Seeds. bbox=[600, 429, 753, 442]
bryce-affair-text: THE culmination of the Bryce affair in the House of Representatives, in the resignation of that esteemed gentleman, must be acknowledged by all temperate-minded supporters of the party in power to be anything but creditable to the Government. Had Mr Bryce been grievously in the wrong, the strength of the party in power is such that it could have afforded to be generous in dealing with an individual who, let his political views be what they may, is an upright and consistent a member as ever sat in Parliament. It is only a few weeks since that the Premier highly complimented him on his being appointed leader of the Opposition, and those of his opponents who then endorsed the Premier's expressions regarding Mr Bryce personally will see no reason to change their mind now when the Government has made the huge blunder of so using its power against an individual. The leader of the Opposition may have made use of an expression which, even without bbox=[815, 1005, 1061, 1193]
standard-publication: PUBLISHED EVERY TUESDAY, THURSDAY, AND SATURDAY MORNING. bbox=[829, 421, 1047, 441]
tide-title: HIGH WATER—SUN RISES AND SETS bbox=[76, 71, 231, 81]
lot-description: acres.—Open Fern Land; well watered; fencing—bush in gullies. bbox=[323, 456, 532, 478]
tide-cell: 5.39 bbox=[237, 124, 277, 138]
fencing-2: CORRUGATED IRON. bbox=[606, 572, 747, 585]
lot-acres bbox=[292, 871, 320, 895]
mail-title: MAIL NOTICES. bbox=[94, 716, 214, 731]
adair-specialty: A SPECIALTY, bbox=[383, 259, 447, 269]
land-lot bbox=[292, 550, 539, 574]
kelly-press: Wool Press. bbox=[636, 320, 717, 334]
loan-capital: CAPITAL . . . . £4,500,000 bbox=[364, 1000, 467, 1011]
lot-description: acres Freehold, with 128 acres leasehold. All ploughed and laid down; on the flats. bbox=[323, 737, 532, 760]
land-lot bbox=[292, 610, 539, 622]
spring-heading: SPRING, 1891. bbox=[630, 789, 723, 802]
tide-row bbox=[31, 138, 277, 152]
caro-subtitle: SURGEON bbox=[915, 216, 961, 226]
price-value: 2s 9d bbox=[747, 1041, 767, 1052]
tide-cell: 6.20 bbox=[191, 124, 237, 138]
divider bbox=[553, 760, 800, 761]
wool-store-subtitle: IN LOWE STREET. bbox=[637, 689, 716, 699]
dunlop-insurance-3: OF LONDON. bbox=[648, 181, 705, 191]
retail-subtitle: IN GLADSTONE ROAD (UNION BANK BUILDINGS). bbox=[565, 723, 788, 734]
standard-date: THURSDAY, September 3, 1891. bbox=[876, 471, 1000, 482]
nz-telegrams-title: NEW ZEALAND TELEGRAMS bbox=[1599, 121, 1845, 139]
ambridge-ever: Ever yet shown in Gisborne. bbox=[610, 901, 744, 914]
divider bbox=[815, 378, 1061, 379]
lot-description: ACRES.—Land Transfer Title. 1st-Class Pasture Land; mixed Bush and Fern Land; 14 miles, by good road, from Gisborne. Terms can be arranged. bbox=[323, 416, 534, 450]
price-item: Girls' Straw Hats bbox=[586, 1006, 651, 1016]
clothing-factory-footer: NEW ZEALAND CLOTHING FACTORY. bbox=[589, 1056, 765, 1067]
price-value: 2s bbox=[759, 1006, 767, 1016]
imports-text: Per Rotomahana—2 cases, Clothing Factory; 3 pkgs, 6 kegs staples, Common, Shelton and Co.; 4 hhds ale, J. Martin; 2 hhds ale, Dunlop and Bourke; 2 cases, 1 horse, 8 pkgs, 10 tins, 3 horse stores, 1 case hardware, Williams and Kettle; 4 cases merchandise, Maguire and Co.; 17 pkgs, Farmers' Association; 1 horse (Caitiff) Currie and Hogan; 1 horse (Ooo), Parsons; 40 sacks oats, 5 sacks beans, 1 bag, Loan Co.; 1 case, Pettie and Harper; 1 case, Adair; 1 truss, 1 case, 1 pcl, Kennedy and Evans. Per Manapouri—3 cases, Colebrook; 2 boxes glass, F. Hall; 1 box, Dr. Innes; 1 sack oysters, Budd; 1 case, Pettie and Harper; 4 wheels, Humphreys; 6 pkgs, Loan Co.; 1 truss, Colebrook; 1 case, 1 truss, Kennedy and Evans; 13 pkgs, 2 cases, Good; 6 cases, Common, Shelton and Co. bbox=[31, 246, 277, 399]
loan-agents-title: AGENTS FOR— bbox=[380, 1242, 451, 1252]
price-item: Men's Leno Umbrellas bbox=[586, 1017, 673, 1028]
dunlop-subtitle-2: AND GENERAL MERCHANTS. bbox=[611, 83, 742, 94]
divider bbox=[1076, 1384, 1323, 1385]
tide-cell: Wednesday, 2 bbox=[31, 111, 123, 124]
joyce-text: Town and Country Lands for Sale, with Perfect Titles. bbox=[824, 328, 1031, 338]
lot-acres: 20,783 bbox=[294, 551, 320, 561]
land-lot bbox=[292, 416, 539, 451]
tide-header: P.M. bbox=[158, 83, 191, 97]
column-5 bbox=[1069, 44, 1330, 1981]
land-lot bbox=[292, 483, 539, 507]
whinray-verse: To view this Shop most people stop, To note its size, dilate their eyes, Congratulate his enterprise, Tramp as you will, the floor keeps still. Every concerned well; good stuff will tell, Through every shade of trade. These household words I still would urge, If from life's cares you would be free, Then buy your Furniture of me. bbox=[31, 1114, 277, 1184]
land-lot bbox=[292, 455, 539, 479]
